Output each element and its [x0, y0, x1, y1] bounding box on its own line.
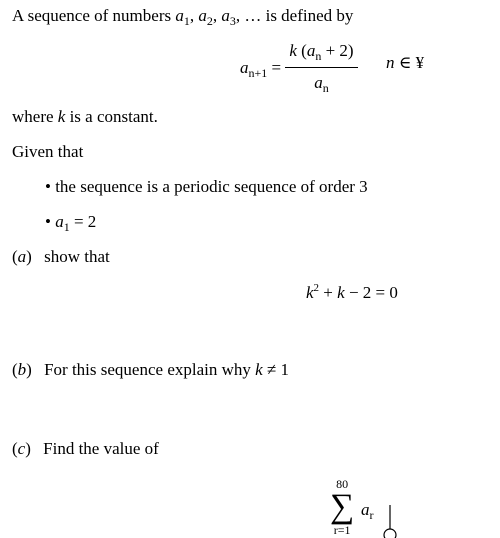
separator: ,	[189, 6, 199, 25]
term-a3-var: a	[221, 6, 230, 25]
given-line: Given that	[12, 142, 84, 161]
sum-upper-limit: 80	[336, 477, 349, 491]
summand: $a_r$	[361, 500, 374, 522]
sigma-symbol: ∑	[330, 488, 355, 525]
term-a1-index: 1	[183, 14, 190, 28]
separator: ,	[212, 6, 222, 25]
term-a2-var: a	[198, 6, 207, 25]
bullet-initial-term: • $a_1 = 2$	[45, 212, 97, 234]
part-c-label: (c)	[12, 439, 31, 458]
bullet-periodic: • the sequence is a periodic sequence of order 3	[45, 177, 368, 196]
recurrence-formula	[240, 40, 358, 99]
part-c	[12, 439, 159, 459]
summation	[330, 477, 354, 537]
intro-text-end: , … is defined by	[235, 6, 354, 25]
where-line: where k is a constant.	[12, 107, 158, 126]
lhs-variable: a	[240, 58, 249, 77]
term-a3-index: 3	[229, 14, 236, 28]
part-a-equation: $k^2 + k - 2 = 0$	[306, 282, 398, 302]
equals-sign: =	[271, 58, 282, 77]
fraction-denominator: $a_n$	[314, 73, 329, 95]
intro-text: A sequence of numbers	[12, 6, 176, 25]
part-b-text: For this sequence explain why k ≠ 1	[44, 360, 290, 379]
part-b	[12, 360, 289, 380]
part-a	[12, 247, 110, 267]
intro-line	[12, 6, 353, 29]
lhs-subscript: n+1	[248, 66, 268, 80]
fraction	[285, 40, 357, 99]
part-c-text: Find the value of	[43, 439, 159, 458]
fraction-numerator: k $(a_n + 2)$	[285, 40, 357, 68]
part-b-label: (b)	[12, 360, 32, 379]
domain-condition: n ∈ ¥	[386, 53, 425, 72]
part-a-text: show that	[44, 247, 110, 266]
cursor-mark	[378, 505, 402, 538]
sum-lower-limit: r=1	[333, 523, 351, 537]
part-a-label: (a)	[12, 247, 32, 266]
term-a2-index: 2	[206, 14, 213, 28]
term-a1-var: a	[175, 6, 184, 25]
